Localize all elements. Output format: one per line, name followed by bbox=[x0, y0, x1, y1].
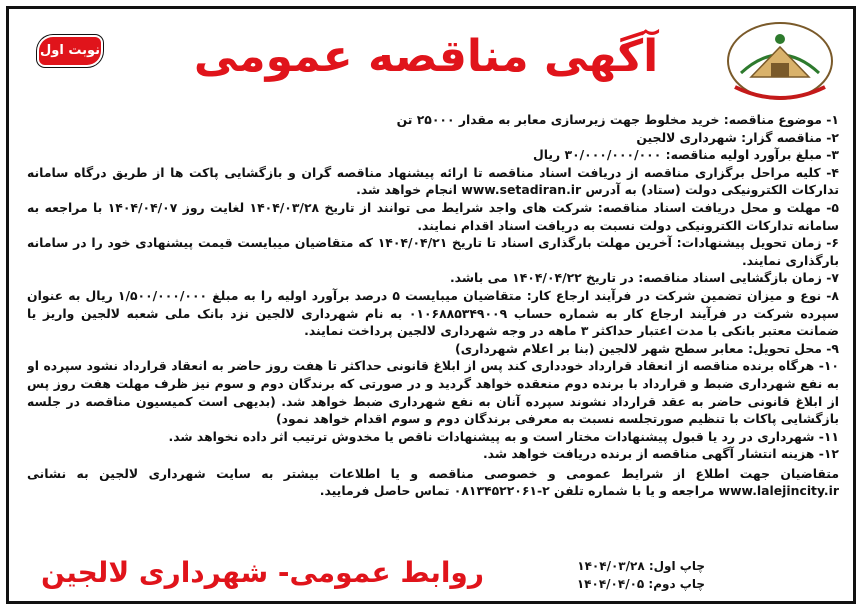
condition-text: متقاضیان میبایست ۵ درصد برآورد اولیه را به مبلغ ۱/۵۰۰/۰۰۰/۰۰۰ ریال به عنوان سپرده شرکت در فرآیند ارجاع کار به شماره حساب ۰۱۰۶۸۸۵۳۴۹۰۰۹ به نام شهرداری لالجین نزد بانک ملی شعبه لالجین واریز یا ضمانت معتبر بانکی با مدت اعتبار حداکثر ۳ ماهه در وجه شهرداری لالجین پرداخت نمایند. bbox=[27, 287, 839, 339]
condition-label: محل تحویل bbox=[752, 340, 822, 356]
second-print-date: چاپ دوم: ۱۴۰۴/۰۴/۰۵ bbox=[576, 577, 705, 591]
condition-number: ۷ bbox=[831, 270, 839, 286]
notice-frame bbox=[6, 6, 856, 604]
first-print-badge: نوبت اول bbox=[39, 37, 101, 65]
condition-number: ۱۱ bbox=[823, 428, 839, 444]
notice-title: آگهی مناقصه عمومی bbox=[193, 31, 659, 82]
conditions-list bbox=[27, 111, 839, 463]
condition-item: ۷- زمان بازگشایی اسناد مناقصه: در تاریخ ۱۴۰۴/۰۴/۲۲ می باشد. bbox=[449, 270, 839, 286]
notice-body bbox=[27, 111, 839, 569]
condition-text: هرگاه برنده مناقصه از انعقاد قرارداد خودداری کند پس از ابلاغ قانونی حداکثر تا هفت روز حاضر به انعقاد قرارداد نشود سپرده او به نفع شهرداری ضبط و قرارداد با برنده دوم منعقده خواهد گردید و در صورتی که برندگان دوم و سوم نیز ظرف مهلت هفت روز پس از ابلاغ قانونی حاضر به عقد قرارداد نشوند سپرده آنان به نفع شهرداری ضبط خواهد شد. (بدیهی است کمیسیون مناقصه در جلسه بازگشایی پاکات با تنظیم صورتجلسه نسبت به معرفی برندگان دوم و سوم اقدام خواهد نمود) bbox=[27, 358, 839, 427]
condition-text: شهرداری لالجین bbox=[636, 129, 737, 145]
condition-item: ۵- مهلت و محل دریافت اسناد مناقصه: شرکت های واجد شرایط می توانند از تاریخ ۱۴۰۴/۰۳/۲۸ لغایت روز ۱۴۰۴/۰۴/۰۷ با مراجعه به سامانه تدارکات الکترونیکی دولت نسبت به دریافت اسناد اقدام نمایند. bbox=[27, 199, 839, 233]
condition-text: آخرین مهلت بارگذاری اسناد تا تاریخ ۱۴۰۴/۰۴/۲۱ که متقاضیان میبایست قیمت پیشنهادی خود را در سامانه بارگذاری نمایند. bbox=[27, 235, 839, 268]
notice-footer bbox=[27, 549, 835, 593]
condition-number: ۱۲ bbox=[823, 446, 839, 462]
condition-item: ۱۰- هرگاه برنده مناقصه از انعقاد قرارداد خودداری کند پس از ابلاغ قانونی حداکثر تا هفت روز حاضر به انعقاد قرارداد نشود سپرده او به نفع شهرداری ضبط و قرارداد با برنده دوم منعقده خواهد گردید و در صورتی که برندگان دوم و سوم نیز ظرف مهلت هفت روز پس از ابلاغ قانونی حاضر به عقد قرارداد نشوند سپرده آنان به نفع شهرداری ضبط خواهد شد. (بدیهی است کمیسیون مناقصه در جلسه بازگشایی پاکات با تنظیم صورتجلسه نسبت به معرفی برندگان دوم و سوم اقدام خواهد نمود) bbox=[27, 358, 839, 427]
condition-number: ۲ bbox=[831, 129, 839, 145]
condition-label: نوع و میزان تضمین شرکت در فرآیند ارجاع کار bbox=[531, 287, 822, 303]
condition-text: شهرداری در رد یا قبول پیشنهادات مختار است و به پیشنهادات ناقص یا مخدوش ترتیب اثر داده نخواهد شد. bbox=[168, 428, 815, 444]
print-dates bbox=[577, 557, 705, 593]
condition-number: ۱ bbox=[831, 112, 839, 127]
condition-number: ۹ bbox=[831, 340, 839, 356]
condition-label: مهلت و محل دریافت اسناد مناقصه bbox=[602, 199, 821, 215]
signature-text: روابط عمومی- شهرداری لالجین bbox=[41, 556, 484, 589]
condition-text: در تاریخ ۱۴۰۴/۰۴/۲۲ می باشد. bbox=[449, 270, 634, 286]
condition-text: ۳۰/۰۰۰/۰۰۰/۰۰۰ ریال bbox=[533, 147, 662, 163]
condition-label: مبلغ برآورد اولیه مناقصه bbox=[670, 147, 822, 163]
condition-item: ۴- کلیه مراحل برگزاری مناقصه از دریافت اسناد مناقصه تا ارائه پیشنهاد مناقصه گران و بازگشایی پاکت ها از طریق درگاه سامانه تدارکات الکترونیکی دولت (ستاد) به آدرس www.setadiran.ir انجام خواهد شد. bbox=[27, 164, 839, 198]
closing-paragraph: متقاضیان جهت اطلاع از شرایط عمومی و خصوصی مناقصه و یا اطلاعات بیشتر به سایت شهرداری لالجین به نشانی www.lalejincity.ir مراجعه و یا با شماره تلفن ۲-۰۸۱۳۴۵۲۲۰۶۱ تماس حاصل فرمایید. bbox=[27, 465, 839, 499]
condition-number: ۸ bbox=[831, 287, 839, 303]
condition-text: خرید مخلوط جهت زیرسازی معابر به مقدار ۲۵۰۰۰ تن bbox=[396, 112, 720, 127]
condition-label: موضوع مناقصه bbox=[728, 112, 822, 127]
condition-text: هزینه انتشار آگهی مناقصه از برنده دریافت خواهد شد. bbox=[482, 446, 815, 462]
condition-label: زمان بازگشایی اسناد مناقصه bbox=[643, 270, 822, 286]
condition-label: مناقصه گزار bbox=[746, 129, 822, 145]
condition-item: ۱۲- هزینه انتشار آگهی مناقصه از برنده دریافت خواهد شد. bbox=[482, 446, 839, 462]
condition-number: ۴ bbox=[831, 164, 839, 180]
condition-item: ۲- مناقصه گزار: شهرداری لالجین bbox=[636, 129, 839, 145]
condition-item: ۸- نوع و میزان تضمین شرکت در فرآیند ارجاع کار: متقاضیان میبایست ۵ درصد برآورد اولیه را به مبلغ ۱/۵۰۰/۰۰۰/۰۰۰ ریال به عنوان سپرده شرکت در فرآیند ارجاع کار به شماره حساب ۰۱۰۶۸۸۵۳۴۹۰۰۹ به نام شهرداری لالجین نزد بانک ملی شعبه لالجین واریز یا ضمانت معتبر بانکی با مدت اعتبار حداکثر ۳ ماهه در وجه شهرداری لالجین پرداخت نمایند. bbox=[27, 287, 839, 339]
condition-number: ۳ bbox=[831, 147, 839, 163]
condition-number: ۵ bbox=[831, 199, 839, 215]
condition-number: ۶ bbox=[831, 235, 839, 251]
condition-item: ۶- زمان تحویل پیشنهادات: آخرین مهلت بارگذاری اسناد تا تاریخ ۱۴۰۴/۰۴/۲۱ که متقاضیان میبایست قیمت پیشنهادی خود را در سامانه بارگذاری نمایند. bbox=[27, 235, 839, 268]
condition-text: شرکت های واجد شرایط می توانند از تاریخ ۱۴۰۴/۰۳/۲۸ لغایت روز ۱۴۰۴/۰۴/۰۷ با مراجعه به سامانه تدارکات الکترونیکی دولت نسبت به دریافت اسناد اقدام نمایند. bbox=[27, 199, 839, 233]
condition-item: ۱- موضوع مناقصه: خرید مخلوط جهت زیرسازی معابر به مقدار ۲۵۰۰۰ تن bbox=[396, 112, 839, 127]
first-print-date: چاپ اول: ۱۴۰۴/۰۳/۲۸ bbox=[577, 559, 705, 573]
condition-label: زمان تحویل پیشنهادات bbox=[681, 235, 822, 251]
condition-item: ۹- محل تحویل: معابر سطح شهر لالجین (بنا بر اعلام شهرداری) bbox=[455, 340, 839, 356]
condition-text: کلیه مراحل برگزاری مناقصه از دریافت اسناد مناقصه تا ارائه پیشنهاد مناقصه گران و بازگشایی پاکت ها از طریق درگاه سامانه تدارکات الکترونیکی دولت (ستاد) به آدرس www.setadiran.ir انجام خواهد شد. bbox=[27, 164, 839, 198]
condition-text: معابر سطح شهر لالجین (بنا بر اعلام شهرداری) bbox=[455, 340, 744, 356]
condition-item: ۳- مبلغ برآورد اولیه مناقصه: ۳۰/۰۰۰/۰۰۰/۰۰۰ ریال bbox=[533, 147, 839, 163]
condition-number: ۱۰ bbox=[823, 358, 839, 374]
condition-item: ۱۱- شهرداری در رد یا قبول پیشنهادات مختار است و به پیشنهادات ناقص یا مخدوش ترتیب اثر داده نخواهد شد. bbox=[168, 428, 839, 444]
notice-header bbox=[9, 9, 853, 109]
municipality-logo-icon bbox=[721, 17, 839, 105]
